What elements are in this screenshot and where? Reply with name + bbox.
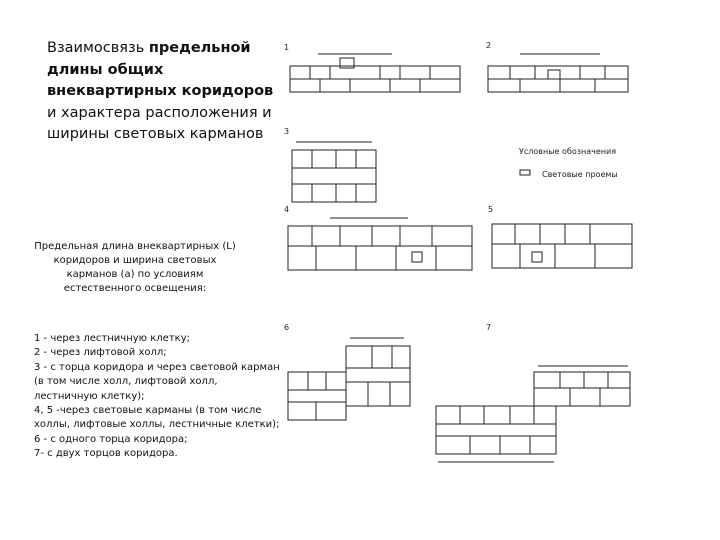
plan-number: 7 (486, 323, 492, 332)
plan-7 (436, 366, 630, 462)
plan-number: 5 (488, 205, 494, 214)
plan-number: 4 (284, 205, 290, 214)
legend-title: Условные обозначения (519, 147, 617, 156)
plan-number: 1 (284, 43, 290, 52)
plan-2 (488, 54, 628, 92)
plan-3 (292, 142, 376, 202)
list-item: 7- с двух торцов коридора. (34, 448, 178, 460)
title-part-1: Взаимосвязь (47, 40, 149, 56)
list-item: 1 - через лестничную клетку; (34, 333, 190, 344)
list-item: 3 - с торца коридора и через световой карман (в том числе холл, лифтовой холл, лестничную клетку); (34, 361, 280, 402)
caption: Предельная длина внеквартирных (L) коридоров и ширина световых карманов (a) по условиям естественного освещения: (34, 241, 236, 294)
list-item: 4, 5 -через световые карманы (в том числе холлы, лифтовые холлы, лестничные клетки); (34, 405, 280, 431)
legend-item: Световые проемы (542, 170, 618, 179)
title-part-2: предельной длины общих внеквартирных коридоров (47, 40, 274, 99)
plan-number: 6 (284, 323, 290, 332)
plan-4 (288, 218, 472, 270)
plan-6 (288, 338, 410, 420)
list-item: 2 - через лифтовой холл; (34, 347, 167, 359)
title-part-3: и характера расположения и ширины световых карманов (47, 104, 272, 142)
list-item: 6 - с одного торца коридора; (34, 433, 188, 445)
plan-1 (290, 54, 460, 92)
plan-number: 3 (284, 127, 290, 136)
plan-number: 2 (486, 41, 492, 50)
plan-5 (492, 224, 632, 268)
